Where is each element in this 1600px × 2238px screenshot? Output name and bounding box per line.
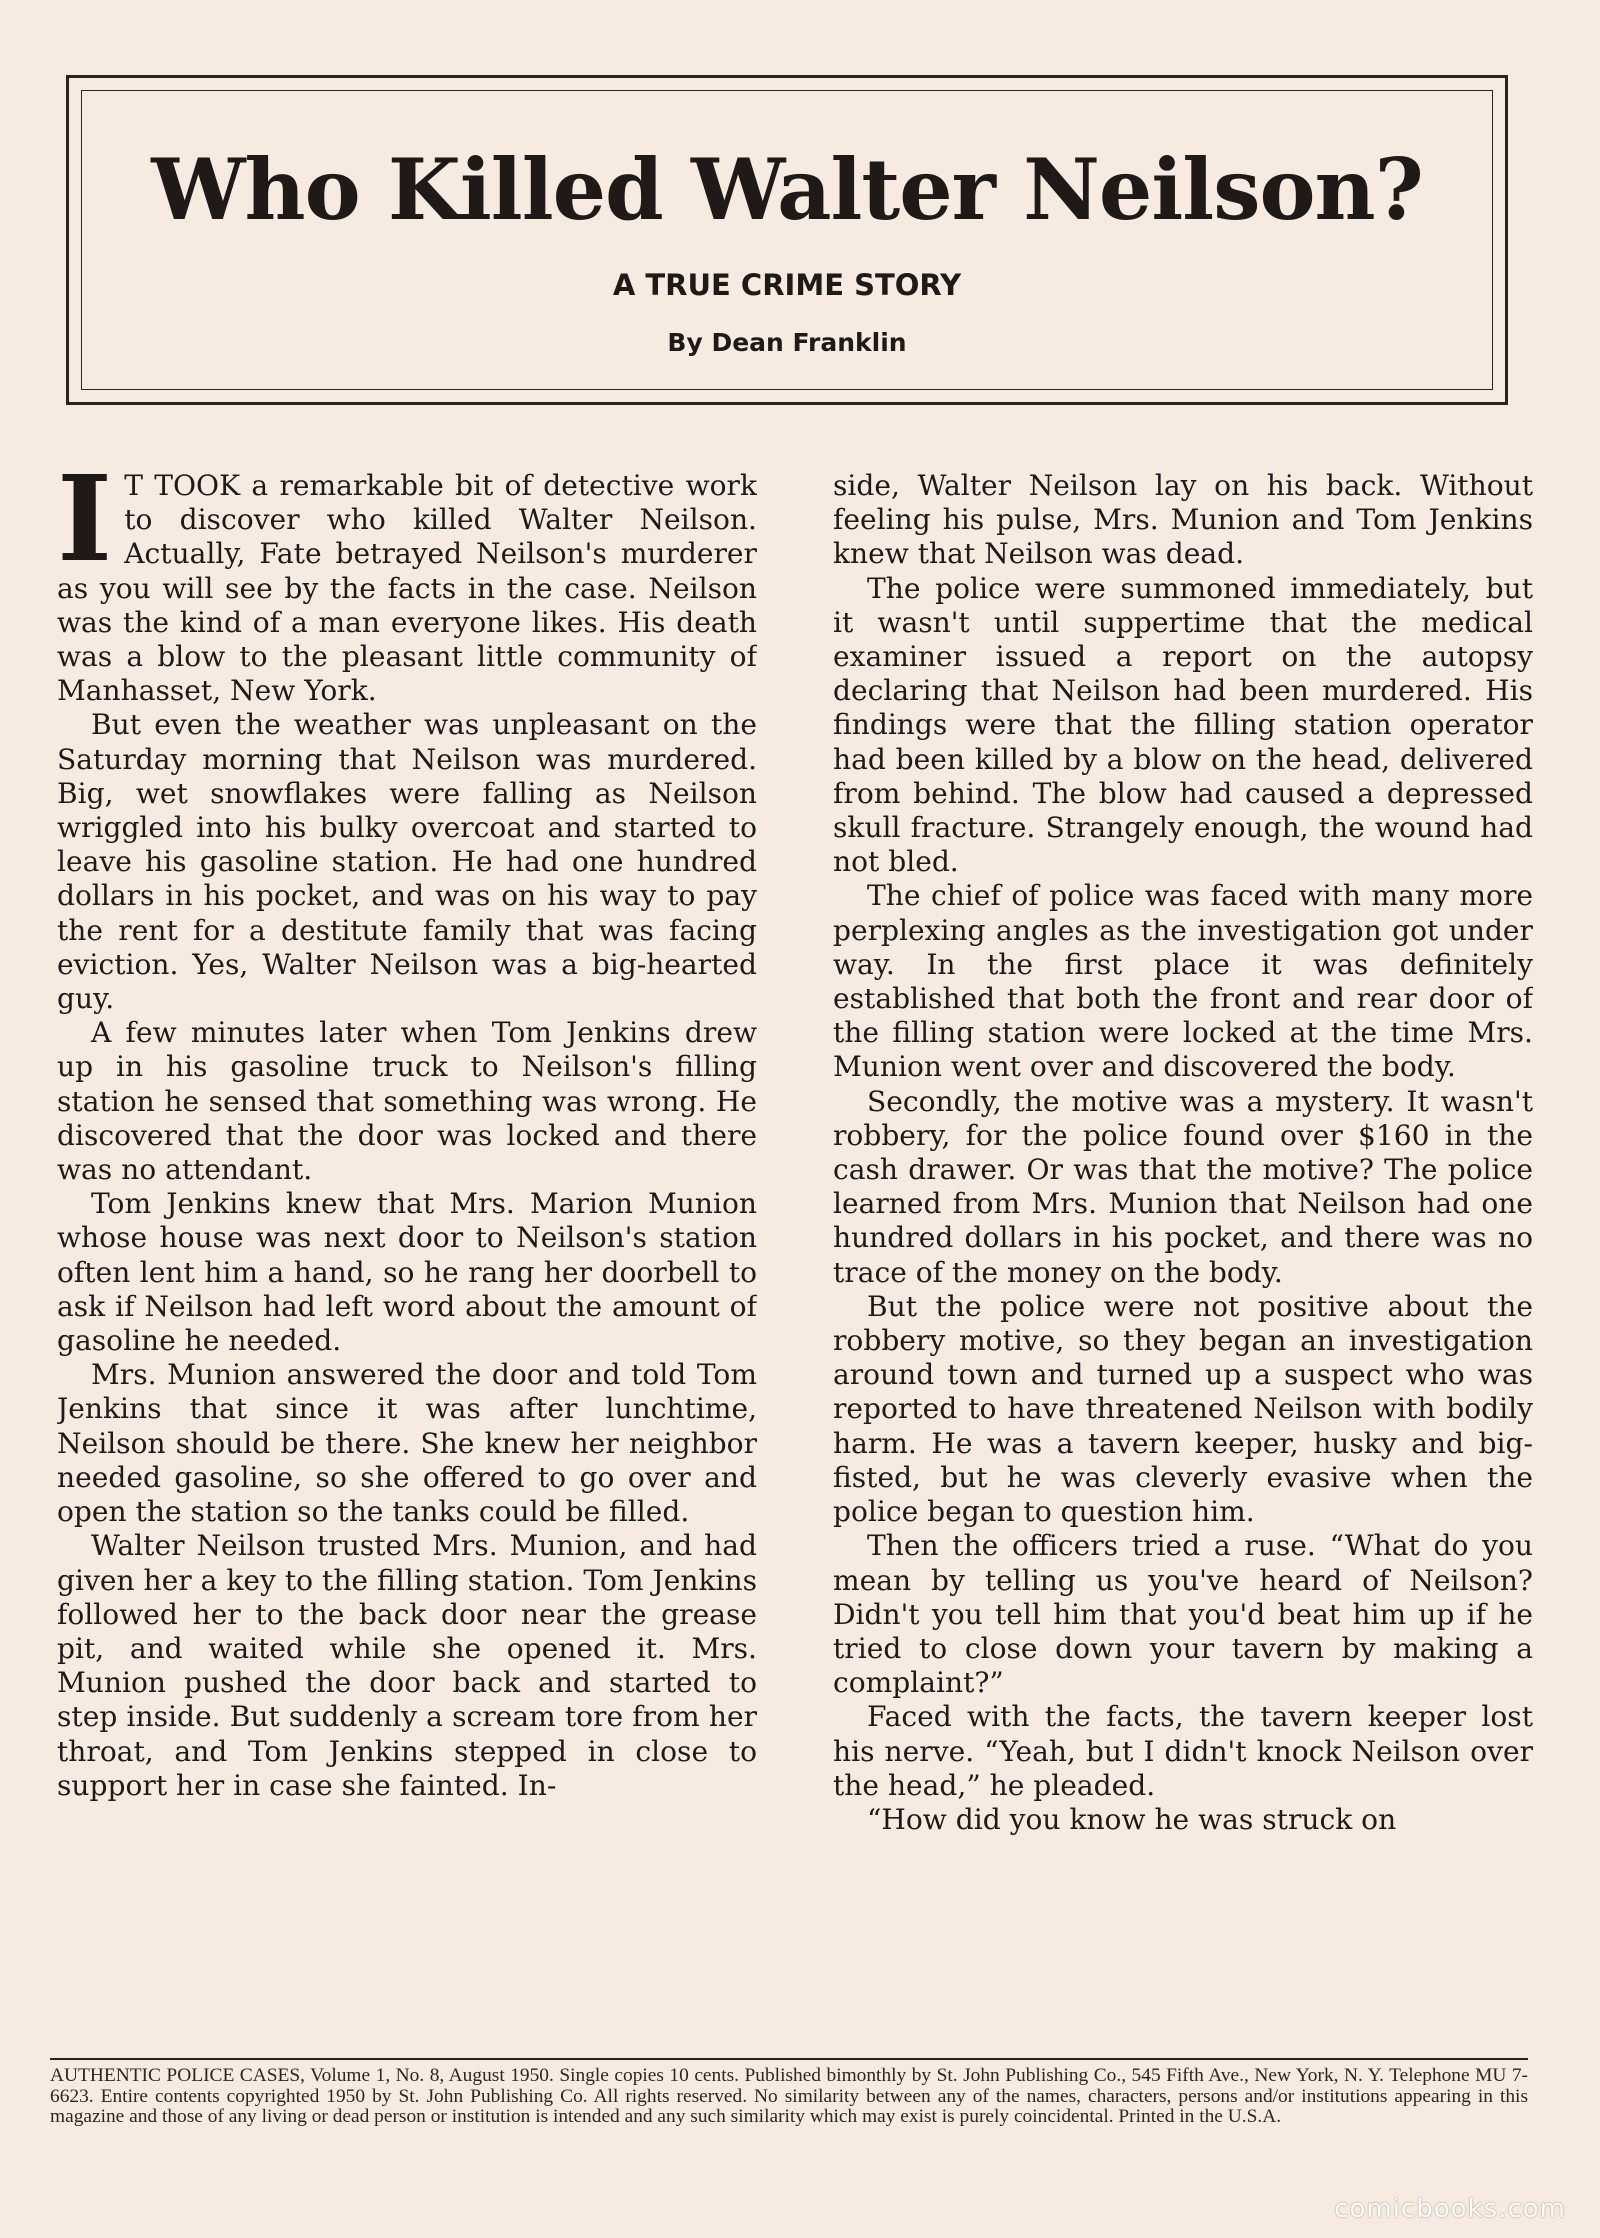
- publication-imprint: AUTHENTIC POLICE CASES, Volume 1, No. 8, August 1950. Single copies 10 cents. Published bimonthly by St. John Publishing Co., 545 Fifth Ave., New York, N. Y. Telephone MU 7-6623. Entire contents copyrighted 1950 by St. John Publishing Co. All rights reserved. No similarity between any of the names, characters, persons and/or institutions appearing in this magazine and those of any living or dead person or institution is intended and any such similarity which may exist is purely coincidental. Printed in the U.S.A.: [50, 2065, 1528, 2127]
- article-paragraph: side, Walter Neilson lay on his back. Without feeling his pulse, Mrs. Munion and Tom Jenkins knew that Neilson was dead.: [833, 469, 1533, 571]
- story-byline: By Dean Franklin: [667, 328, 907, 357]
- title-box: [66, 75, 1508, 405]
- footer-divider: [50, 2058, 1528, 2060]
- drop-cap: I: [57, 469, 113, 588]
- article-paragraph: But the police were not positive about the robbery motive, so they began an investigation around town and turned up a suspect who was reported to have threatened Neilson with bodily harm. He was a tavern keeper, husky and big-fisted, but he was cleverly evasive when the police began to question him.: [833, 1289, 1533, 1529]
- article-paragraph: Mrs. Munion answered the door and told Tom Jenkins that since it was after lunchtime, Neilson should be there. She knew her neighbor needed gasoline, so she offered to go over and open the station so the tanks could be filled.: [57, 1358, 757, 1529]
- site-watermark: comicbooks.com: [1334, 2194, 1566, 2224]
- story-subtitle: A TRUE CRIME STORY: [612, 268, 962, 302]
- article-paragraph: The police were summoned immediately, but it wasn't until suppertime that the medical examiner issued a report on the autopsy declaring that Neilson had been murdered. His findings were that the filling station operator had been killed by a blow on the head, delivered from behind. The blow had caused a depressed skull fracture. Strangely enough, the wound had not bled.: [833, 571, 1533, 879]
- article-paragraph: Walter Neilson trusted Mrs. Munion, and had given her a key to the filling station. Tom Jenkins followed her to the back door near the grease pit, and waited while she opened it. Mrs. Munion pushed the door back and started to step inside. But suddenly a scream tore from her throat, and Tom Jenkins stepped in close to support her in case she fainted. In-: [57, 1529, 757, 1802]
- article-paragraph: Faced with the facts, the tavern keeper lost his nerve. “Yeah, but I didn't knock Neilson over the head,” he pleaded.: [833, 1700, 1533, 1802]
- story-title: Who Killed Walter Neilson?: [151, 140, 1423, 239]
- article-paragraph: Tom Jenkins knew that Mrs. Marion Munion whose house was next door to Neilson's station often lent him a hand, so he rang her doorbell to ask if Neilson had left word about the amount of gasoline he needed.: [57, 1187, 757, 1358]
- article-paragraph: [57, 469, 757, 708]
- article-paragraph: The chief of police was faced with many more perplexing angles as the investigation got under way. In the first place it was definitely established that both the front and rear door of the filling station were locked at the time Mrs. Munion went over and discovered the body.: [833, 879, 1533, 1084]
- article-column-left: [57, 469, 757, 2024]
- paragraph-text: T TOOK a remarkable bit of detective work to discover who killed Walter Neilson. Actually, Fate betrayed Neilson's murderer as you will see by the facts in the case. Neilson was the kind of a man everyone likes. His death was a blow to the pleasant little community of Manhasset, New York.: [57, 469, 757, 708]
- article-paragraph: A few minutes later when Tom Jenkins drew up in his gasoline truck to Neilson's filling station he sensed that something was wrong. He discovered that the door was locked and there was no attendant.: [57, 1016, 757, 1187]
- article-paragraph: Secondly, the motive was a mystery. It wasn't robbery, for the police found over $160 in the cash drawer. Or was that the motive? The police learned from Mrs. Munion that Neilson had one hundred dollars in his pocket, and there was no trace of the money on the body.: [833, 1084, 1533, 1289]
- article-paragraph: But even the weather was unpleasant on the Saturday morning that Neilson was murdered. Big, wet snowflakes were falling as Neilson wriggled into his bulky overcoat and started to leave his gasoline station. He had one hundred dollars in his pocket, and was on his way to pay the rent for a destitute family that was facing eviction. Yes, Walter Neilson was a big-hearted guy.: [57, 708, 757, 1016]
- article-paragraph: “How did you know he was struck on: [867, 1802, 1397, 1836]
- article-paragraph: Then the officers tried a ruse. “What do you mean by telling us you've heard of Neilson? Didn't you tell him that you'd beat him up if he tried to close down your tavern by making a complaint?”: [833, 1529, 1533, 1700]
- article-column-right: [833, 469, 1533, 2024]
